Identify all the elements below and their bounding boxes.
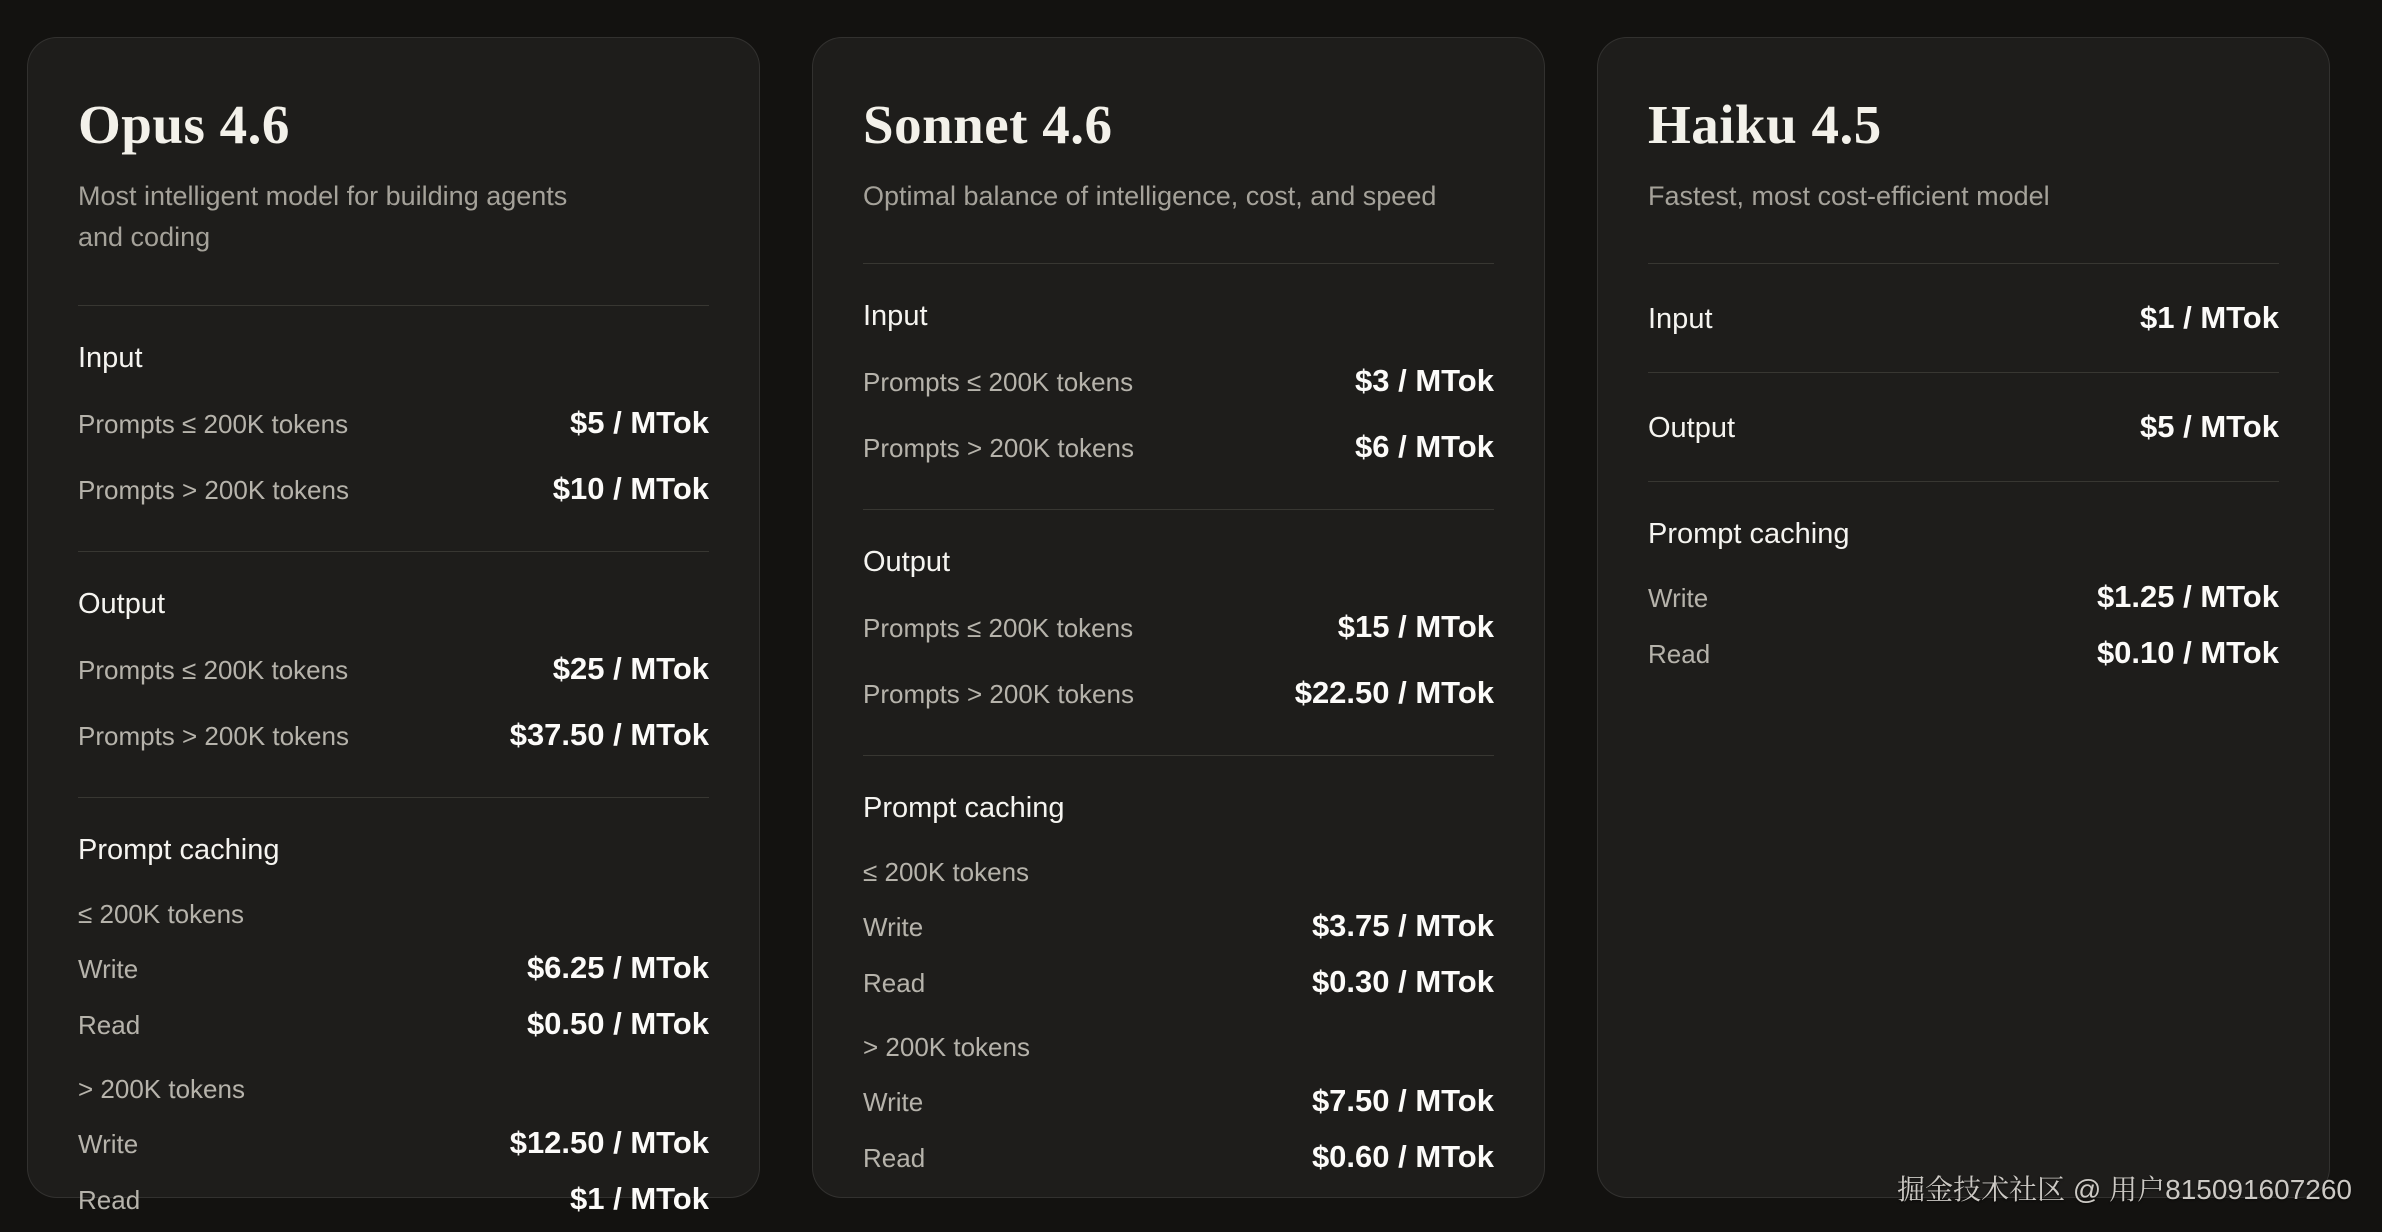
token-tier-label: ≤ 200K tokens <box>863 857 1030 888</box>
token-tier-label: ≤ 200K tokens <box>78 899 245 930</box>
section-output <box>863 546 1494 711</box>
pricing-row-price: $3.75 / MTok <box>1311 908 1494 944</box>
divider <box>78 797 709 798</box>
pricing-row-label: Write <box>1648 583 1709 614</box>
pricing-row-price: $25 / MTok <box>552 651 709 687</box>
section-input <box>863 300 1494 465</box>
pricing-row-label: Read <box>78 1010 141 1041</box>
pricing-row-price: $37.50 / MTok <box>509 717 709 753</box>
pricing-row-price: $6.25 / MTok <box>526 950 709 986</box>
divider <box>863 509 1494 510</box>
section-prompt-caching <box>78 834 709 1217</box>
watermark-text: 掘金技术社区 @ 用户815091607260 <box>1897 1174 2352 1205</box>
model-title-sonnet: Sonnet 4.6 <box>863 94 1113 155</box>
pricing-row-price: $12.50 / MTok <box>509 1125 709 1161</box>
section-prompt-caching <box>863 792 1494 1175</box>
model-card-opus <box>27 37 760 1217</box>
section-header-prompt-caching: Prompt caching <box>1648 518 1850 551</box>
pricing-row-output <box>1648 409 2279 445</box>
pricing-row-label: Prompts > 200K tokens <box>863 679 1134 710</box>
pricing-row <box>78 717 709 753</box>
pricing-row-price: $5 / MTok <box>570 405 709 441</box>
pricing-row <box>78 1006 709 1042</box>
pricing-row-label: Prompts ≤ 200K tokens <box>78 409 349 440</box>
pricing-row <box>78 471 709 507</box>
section-output <box>78 588 709 753</box>
pricing-row-label: Output <box>1648 412 1736 445</box>
model-description-opus: Most intelligent model for building agents and coding <box>78 180 568 253</box>
pricing-row-price: $7.50 / MTok <box>1311 1083 1494 1119</box>
model-card-haiku <box>1597 37 2330 1198</box>
pricing-row <box>863 1139 1494 1175</box>
pricing-row-label: Read <box>1648 639 1711 670</box>
pricing-row-label: Prompts > 200K tokens <box>863 433 1134 464</box>
pricing-row-label: Read <box>863 968 926 999</box>
section-input <box>78 342 709 507</box>
pricing-row-label: Prompts ≤ 200K tokens <box>863 367 1134 398</box>
pricing-row-price: $0.50 / MTok <box>526 1006 709 1042</box>
pricing-row-label: Read <box>78 1185 141 1216</box>
pricing-row <box>1648 635 2279 671</box>
pricing-row-label: Prompts ≤ 200K tokens <box>78 655 349 686</box>
pricing-row <box>78 651 709 687</box>
pricing-row-price: $0.10 / MTok <box>2096 635 2279 671</box>
pricing-row-label: Write <box>863 912 924 943</box>
divider <box>78 551 709 552</box>
divider <box>78 305 709 306</box>
divider <box>1648 481 2279 482</box>
token-tier-label: > 200K tokens <box>78 1074 245 1105</box>
pricing-row-price: $5 / MTok <box>2140 409 2279 445</box>
pricing-row-price: $3 / MTok <box>1355 363 1494 399</box>
pricing-row <box>863 908 1494 944</box>
model-title-opus: Opus 4.6 <box>78 94 290 155</box>
pricing-row-price: $15 / MTok <box>1337 609 1494 645</box>
pricing-row-label: Write <box>863 1087 924 1118</box>
divider <box>1648 263 2279 264</box>
divider <box>863 263 1494 264</box>
pricing-row <box>78 950 709 986</box>
section-header-input: Input <box>78 342 143 375</box>
pricing-row <box>863 1083 1494 1119</box>
pricing-row-price: $0.30 / MTok <box>1311 964 1494 1000</box>
section-header-prompt-caching: Prompt caching <box>78 834 280 867</box>
model-title-haiku: Haiku 4.5 <box>1648 94 1882 155</box>
pricing-row-label: Prompts ≤ 200K tokens <box>863 613 1134 644</box>
pricing-row <box>863 363 1494 399</box>
pricing-row-price: $22.50 / MTok <box>1294 675 1494 711</box>
pricing-row-label: Read <box>863 1143 926 1174</box>
section-header-output: Output <box>863 546 951 579</box>
pricing-row <box>863 609 1494 645</box>
token-tier-label: > 200K tokens <box>863 1032 1030 1063</box>
divider <box>1648 372 2279 373</box>
divider <box>863 755 1494 756</box>
pricing-row-price: $10 / MTok <box>552 471 709 507</box>
pricing-row-price: $1 / MTok <box>2140 300 2279 336</box>
pricing-row <box>1648 579 2279 615</box>
model-card-sonnet <box>812 37 1545 1198</box>
pricing-row-label: Write <box>78 954 139 985</box>
pricing-row-label: Write <box>78 1129 139 1160</box>
model-description-sonnet: Optimal balance of intelligence, cost, and speed <box>863 180 1437 211</box>
pricing-row <box>863 675 1494 711</box>
section-header-prompt-caching: Prompt caching <box>863 792 1065 825</box>
model-description-haiku: Fastest, most cost-efficient model <box>1648 180 2050 211</box>
section-prompt-caching <box>1648 518 2279 671</box>
pricing-row <box>863 429 1494 465</box>
pricing-row <box>78 1181 709 1217</box>
pricing-row-label: Prompts > 200K tokens <box>78 475 349 506</box>
pricing-row-input <box>1648 300 2279 336</box>
section-header-input: Input <box>863 300 928 333</box>
pricing-row <box>78 1125 709 1161</box>
pricing-row-price: $1 / MTok <box>570 1181 709 1217</box>
pricing-row-price: $0.60 / MTok <box>1311 1139 1494 1175</box>
pricing-row-label: Prompts > 200K tokens <box>78 721 349 752</box>
pricing-row-label: Input <box>1648 303 1713 336</box>
pricing-row <box>78 405 709 441</box>
pricing-row <box>863 964 1494 1000</box>
pricing-row-price: $1.25 / MTok <box>2096 579 2279 615</box>
pricing-row-price: $6 / MTok <box>1355 429 1494 465</box>
section-header-output: Output <box>78 588 166 621</box>
